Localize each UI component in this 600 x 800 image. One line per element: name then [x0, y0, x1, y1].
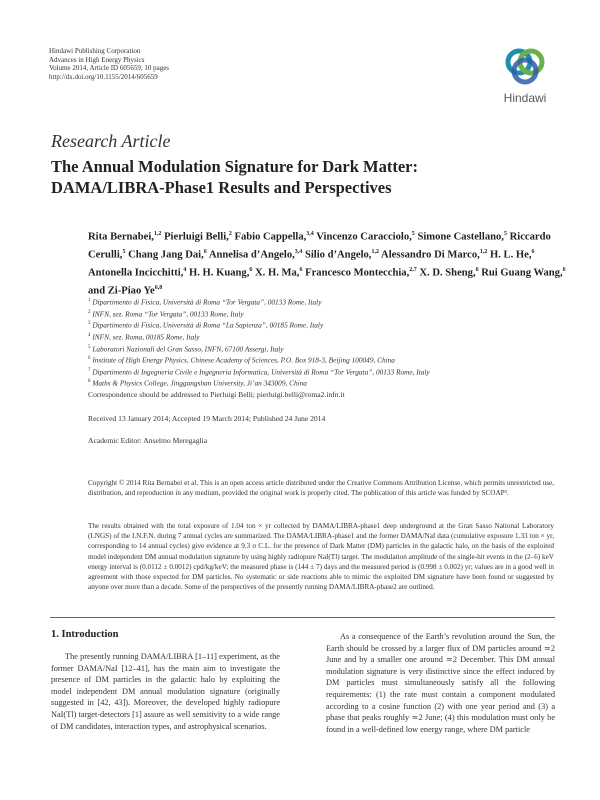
author-affiliation-marker: 1,2	[479, 249, 488, 256]
doi-link[interactable]: http://dx.doi.org/10.1155/2014/605659	[49, 72, 158, 81]
abstract: The results obtained with the total exposure of 1.04 ton × yr collected by DAMA/LIBRA-phase1 deep underground at the Gran Sasso National Laboratory (LNGS) of the I.N.F.N. during 7 annual cycles are summarized. The DAMA/LIBRA-phase1 and the former DAMA/NaI data (cumulative exposure 1.33 ton × yr, corresponding to 14 annual cycles) give evidence at 9.3 σ C.L. for the presence of Dark Matter (DM) particles in the galactic halo, on the basis of the exploited model independent DM annual modulation signature by using highly radiopure NaI(Tl) target. The modulation amplitude of the single-hit events in the (2–6) keV energy interval is (0.0112 ± 0.0012) cpd/kg/keV; the measured phase is (144 ± 7) days and the measured period is (0.998 ± 0.002) yr; values are in a good well in agreement with those expected for DM particles. No systematic or side reactions able to mimic the exploited DM signature have been found or suggested by anyone over more than a decade. Some of the perspectives of the presently running DAMA/LIBRA-phase2 are outlined.	[88, 522, 554, 592]
author-name: X. D. Sheng,	[419, 267, 476, 279]
author-affiliation-marker: 6,8	[154, 285, 163, 292]
affiliation-number: 3	[88, 321, 91, 327]
affiliation-number: 8	[88, 379, 91, 385]
author-name: and Zi-Piao Ye	[88, 285, 155, 297]
introduction-right-column	[326, 631, 555, 735]
affiliation-text: INFN, sez. Roma “Tor Vergata”, 00133 Rome, Italy	[92, 309, 244, 319]
hindawi-logo	[494, 40, 556, 108]
author-affiliation-marker: 6	[562, 267, 566, 274]
article-type: Research Article	[51, 131, 171, 151]
author-list	[88, 227, 568, 299]
affiliation-number: 7	[88, 367, 91, 373]
affiliation-number: 1	[88, 298, 91, 303]
author-name: Rita Bernabei,	[88, 231, 154, 243]
title-line-2: DAMA/LIBRA-Phase1 Results and Perspectives	[51, 178, 392, 197]
affiliation-text: Dipartimento di Ingegneria Civile e Ingegneria Informatica, Università di Roma “Tor Vergata”, 00133 Rome, Italy	[92, 367, 430, 377]
affiliation-item	[88, 354, 558, 366]
author-affiliation-marker: 6	[249, 267, 253, 274]
affiliation-item	[88, 343, 558, 355]
affiliation-item	[88, 296, 558, 308]
author-affiliation-marker: 5	[503, 231, 507, 237]
author-affiliation-marker: 6	[531, 249, 535, 256]
publisher-name: Hindawi Publishing Corporation	[49, 47, 141, 55]
author-affiliation-marker: 4	[183, 267, 187, 274]
affiliation-list	[88, 296, 558, 389]
affiliation-item	[88, 319, 558, 331]
author-name: Riccardo Cerulli,	[88, 231, 551, 261]
article-title	[51, 156, 551, 198]
author-affiliation-marker: 5	[411, 231, 415, 237]
author-affiliation-marker: 6	[299, 267, 303, 274]
author-name: Francesco Montecchia,	[305, 267, 410, 279]
correspondence: Correspondence should be addressed to Pierluigi Belli; pierluigi.belli@roma2.infn.it	[88, 390, 345, 399]
paragraph: As a consequence of the Earth’s revolution around the Sun, the Earth should be crossed by a larger flux of DM particles around ≃2 June and by a smaller one around ≃2 December. This DM annual modulation signature is very distinctive since the effect induced by DM particles must simultaneously satisfy all the following requirements: (1) the rate must contain a component modulated according to a cosine function (2) with one year period and (3) a phase that peaks roughly ≃2 June; (4) this modulation must only be found in a well-defined low energy range, where DM particle	[326, 632, 555, 734]
author-affiliation-marker: 6	[203, 249, 207, 256]
affiliation-number: 4	[88, 332, 91, 338]
introduction-heading: 1. Introduction	[51, 629, 119, 640]
affiliation-number: 5	[88, 344, 91, 350]
affiliation-text: Laboratori Nazionali del Gran Sasso, INFN, 67100 Assergi, Italy	[92, 343, 284, 353]
article-dates: Received 13 January 2014; Accepted 19 March 2014; Published 24 June 2014	[88, 414, 326, 423]
logo-text: Hindawi	[503, 91, 547, 105]
affiliation-text: Maths & Physics College, Jinggangshan University, Ji’an 343009, China	[92, 378, 307, 388]
author-name: X. H. Ma,	[255, 267, 300, 279]
author-name: Rui Guang Wang,	[481, 267, 563, 279]
author-name: H. L. He,	[489, 249, 532, 261]
author-name: Antonella Incicchitti,	[88, 267, 184, 279]
affiliation-item	[88, 377, 558, 389]
section-divider	[50, 617, 555, 618]
paragraph: The presently running DAMA/LIBRA [1–11] experiment, as the former DAMA/NaI [12–41], has the main aim to investigate the presence of DM particles in the galactic halo by exploiting the model independent DM annual modulation signature (originally suggested in [42, 43]). Moreover, the developed highly radiopure NaI(Tl) target-detectors [1] assure as well sensitivity to a wide range of DM candidates, interaction types, and astrophysical scenarios.	[51, 652, 280, 731]
publication-info	[49, 47, 169, 81]
author-name: Silio d’Angelo,	[304, 249, 372, 261]
author-name: Fabio Cappella,	[234, 231, 307, 243]
affiliation-number: 6	[88, 356, 91, 362]
author-affiliation-marker: 2	[228, 231, 232, 237]
author-name: Simone Castellano,	[417, 231, 504, 243]
affiliation-item	[88, 331, 558, 343]
affiliation-item	[88, 366, 558, 378]
title-line-1: The Annual Modulation Signature for Dark Matter:	[51, 157, 418, 176]
copyright-notice: Copyright © 2014 Rita Bernabei et al. This is an open access article distributed under the Creative Commons Attribution License, which permits unrestricted use, distribution, and reproduction in any medium, provided the original work is properly cited. The publication of this article was funded by SCOAP³.	[88, 479, 554, 498]
journal-name: Advances in High Energy Physics	[49, 55, 145, 64]
author-affiliation-marker: 6	[475, 267, 479, 274]
author-affiliation-marker: 3,4	[306, 231, 314, 237]
hindawi-logo-icon	[494, 40, 556, 90]
affiliation-text: INFN, sez. Roma, 00185 Rome, Italy	[92, 332, 200, 342]
author-name: Alessandro Di Marco,	[381, 249, 480, 261]
academic-editor: Academic Editor: Anselmo Meregaglia	[88, 436, 208, 445]
author-name: H. H. Kuang,	[189, 267, 250, 279]
author-name: Chang Jang Dai,	[128, 249, 204, 261]
affiliation-number: 2	[88, 309, 91, 315]
author-name: Pierluigi Belli,	[164, 231, 229, 243]
introduction-left-column	[51, 651, 280, 732]
author-name: Vincenzo Caracciolo,	[316, 231, 412, 243]
affiliation-item	[88, 308, 558, 320]
author-affiliation-marker: 3,4	[294, 249, 303, 256]
author-affiliation-marker: 1,2	[371, 249, 379, 256]
volume-info: Volume 2014, Article ID 605659, 10 pages	[49, 64, 170, 73]
author-name: Annelisa d’Angelo,	[208, 249, 295, 261]
affiliation-text: Institute of High Energy Physics, Chinese Academy of Sciences, P.O. Box 918-3, Beijing 100049, China	[92, 355, 395, 365]
author-affiliation-marker: 5	[122, 249, 126, 256]
affiliation-text: Dipartimento di Fisica, Università di Roma “Tor Vergata”, 00133 Rome, Italy	[92, 297, 322, 307]
author-affiliation-marker: 1,2	[153, 231, 162, 237]
affiliation-text: Dipartimento di Fisica, Università di Roma “La Sapienza”, 00185 Rome, Italy	[92, 320, 324, 330]
author-affiliation-marker: 2,7	[409, 267, 417, 274]
